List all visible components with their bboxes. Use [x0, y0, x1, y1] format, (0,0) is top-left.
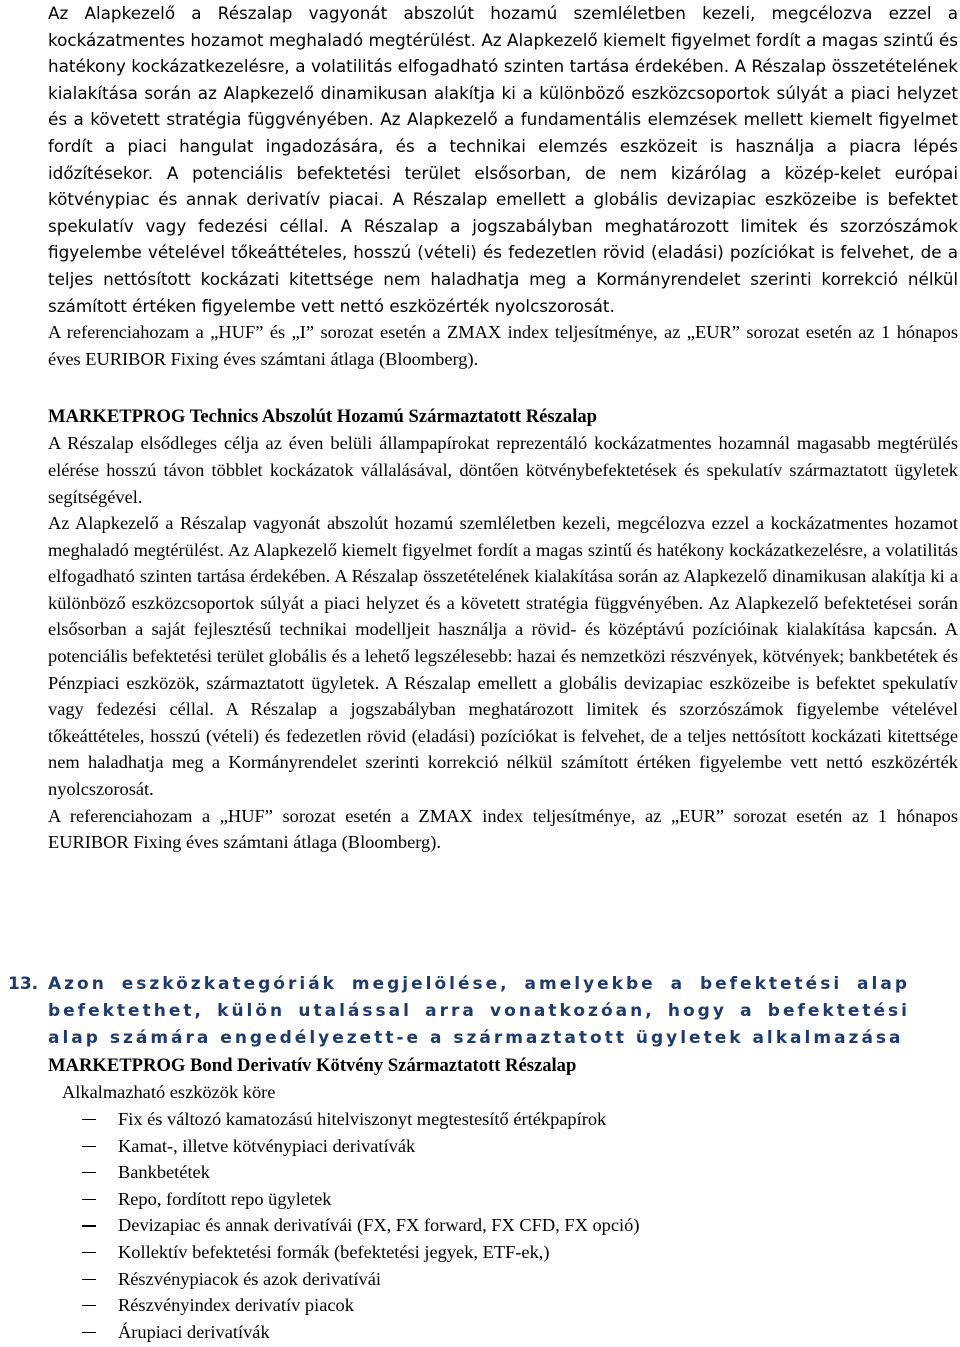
- paragraph-benchmark-b: A referenciahozam a „HUF” sorozat esetén a ZMAX index teljesítménye, az „EUR” sorozat esetén az 1 hónapos EURIBOR Fixing éves számtani átlaga (Bloomberg).: [48, 805, 958, 853]
- section-13: [0, 971, 960, 1345]
- section-13-title-text: Azon eszközkategóriák megjelölése, amelyekbe a befektetési alap befektethet, külön utalással arra vonatkozóan, hogy a befektetési alap számára engedélyezett-e a származtatott ügyletek alkalmazása: [48, 974, 910, 1048]
- paragraph-benchmark-a: A referenciahozam a „HUF” és „I” sorozat esetén a ZMAX index teljesítménye, az „EUR” sorozat esetén az 1 hónapos éves EURIBOR Fixing éves számtani átlaga (Bloomberg).: [48, 322, 958, 369]
- paragraph-strategy-b: Az Alapkezelő a Részalap vagyonát abszolút hozamú szemléletben kezeli, megcélozva ezzel a kockázatmentes hozamot meghaladó megtérülést. Az Alapkezelő kiemelt figyelmet fordít a magas szintű és hatékony kockázatkezelésre, a volatilitás elfogadható szinten tartása érdekében. A Részalap összetételének kialakítása során az Alapkezelő dinamikusan alakítja ki a különböző eszközcsoportok súlyát a piaci helyzet és a követett stratégia függvényében. Az Alapkezelő befektetései során elsősorban a saját fejlesztésű technikai modelljeit használja a rövid- és középtávú pozícióinak kialakítása kapcsán. A potenciális befektetési terület globális és a lehető legszélesebb: hazai és nemzetközi részvények, kötvények; bankbetétek és Pénzpiaci eszközök, származtatott ügyletek. A Részalap emellett a globális devizapiac eszközeibe is befektet spekulatív vagy fedezési céllal. A Részalap a jogszabályban meghatározott limitek és szorzószámok figyelembe vételével tőkeáttételes, hosszú (vételi) és fedezetlen rövid (eladási) pozíciókat is felvehet, de a teljes nettósított kockázati kitettsége nem haladhatja meg a Kormányrendelet szerinti korrekció nélkül számított értéken figyelembe vett nettó eszközérték nyolcszorosát.: [48, 513, 958, 800]
- document-page: [48, 0, 958, 856]
- section-13-number: 13.: [8, 974, 39, 994]
- list-item: Részvényindex derivatív piacok: [118, 1292, 960, 1319]
- paragraph-strategy-a: Az Alapkezelő a Részalap vagyonát abszolút hozamú szemléletben kezeli, megcélozva ezzel a kockázatmentes hozamot meghaladó megtérülést. Az Alapkezelő kiemelt figyelmet fordít a magas szintű és hatékony kockázatkezelésre, a volatilitás elfogadható szinten tartása érdekében. A Részalap összetételének kialakítása során az Alapkezelő dinamikusan alakítja ki a különböző eszközcsoportok súlyát a piaci helyzet és a követett stratégia függvényében. Az Alapkezelő a fundamentális elemzések mellett kiemelt figyelmet fordít a piaci hangulat ingadozására, és a technikai elemzés eszközeit is használja a piacra lépés időzítésekor. A potenciális befektetési terület elsősorban, de nem kizárólag a közép-kelet európai kötvénypiac és annak derivatív piacai. A Részalap emellett a globális devizapiac eszközeibe is befektet spekulatív vagy fedezési céllal. A Részalap a jogszabályban meghatározott limitek és szorzószámok figyelembe vételével tőkeáttételes, hosszú (vételi) és fedezetlen rövid (eladási) pozíciókat is felvehet, de a teljes nettósított kockázati kitettsége nem haladhatja meg a Kormányrendelet szerinti korrekció nélkül számított értéken figyelembe vett nettó eszközérték nyolcszorosát.: [48, 3, 958, 316]
- heading-technics-subfund: MARKETPROG Technics Abszolút Hozamú Származtatott Részalap: [48, 406, 598, 428]
- heading-bond-subfund: MARKETPROG Bond Derivatív Kötvény Származtatott Részalap: [48, 1055, 577, 1076]
- list-item: Kollektív befektetési formák (befektetési jegyek, ETF-ek,): [118, 1239, 960, 1266]
- asset-list-label: Alkalmazható eszközök köre: [62, 1082, 276, 1102]
- asset-list: [0, 1106, 960, 1345]
- list-item: Bankbetétek: [118, 1159, 960, 1186]
- list-item: Fix és változó kamatozású hitelviszonyt megtestesítő értékpapírok: [118, 1106, 960, 1133]
- paragraph-technics-goal: A Részalap elsődleges célja az éven belüli állampapírokat reprezentáló kockázatmentes hozamnál magasabb megtérülés elérése hosszú távon többlet kockázatok vállalásával, döntően kötvénybefektetések és spekulatív származtatott ügyletek segítségével.: [48, 433, 958, 507]
- list-item: Kamat-, illetve kötvénypiaci derivatívák: [118, 1133, 960, 1160]
- list-item: Árupiaci derivatívák: [118, 1319, 960, 1346]
- list-item: Repo, fordított repo ügyletek: [118, 1186, 960, 1213]
- list-item: Devizapiac és annak derivatívái (FX, FX forward, FX CFD, FX opció): [118, 1212, 960, 1239]
- list-item: Részvénypiacok és azok derivatívái: [118, 1266, 960, 1293]
- section-13-title: [8, 971, 910, 1052]
